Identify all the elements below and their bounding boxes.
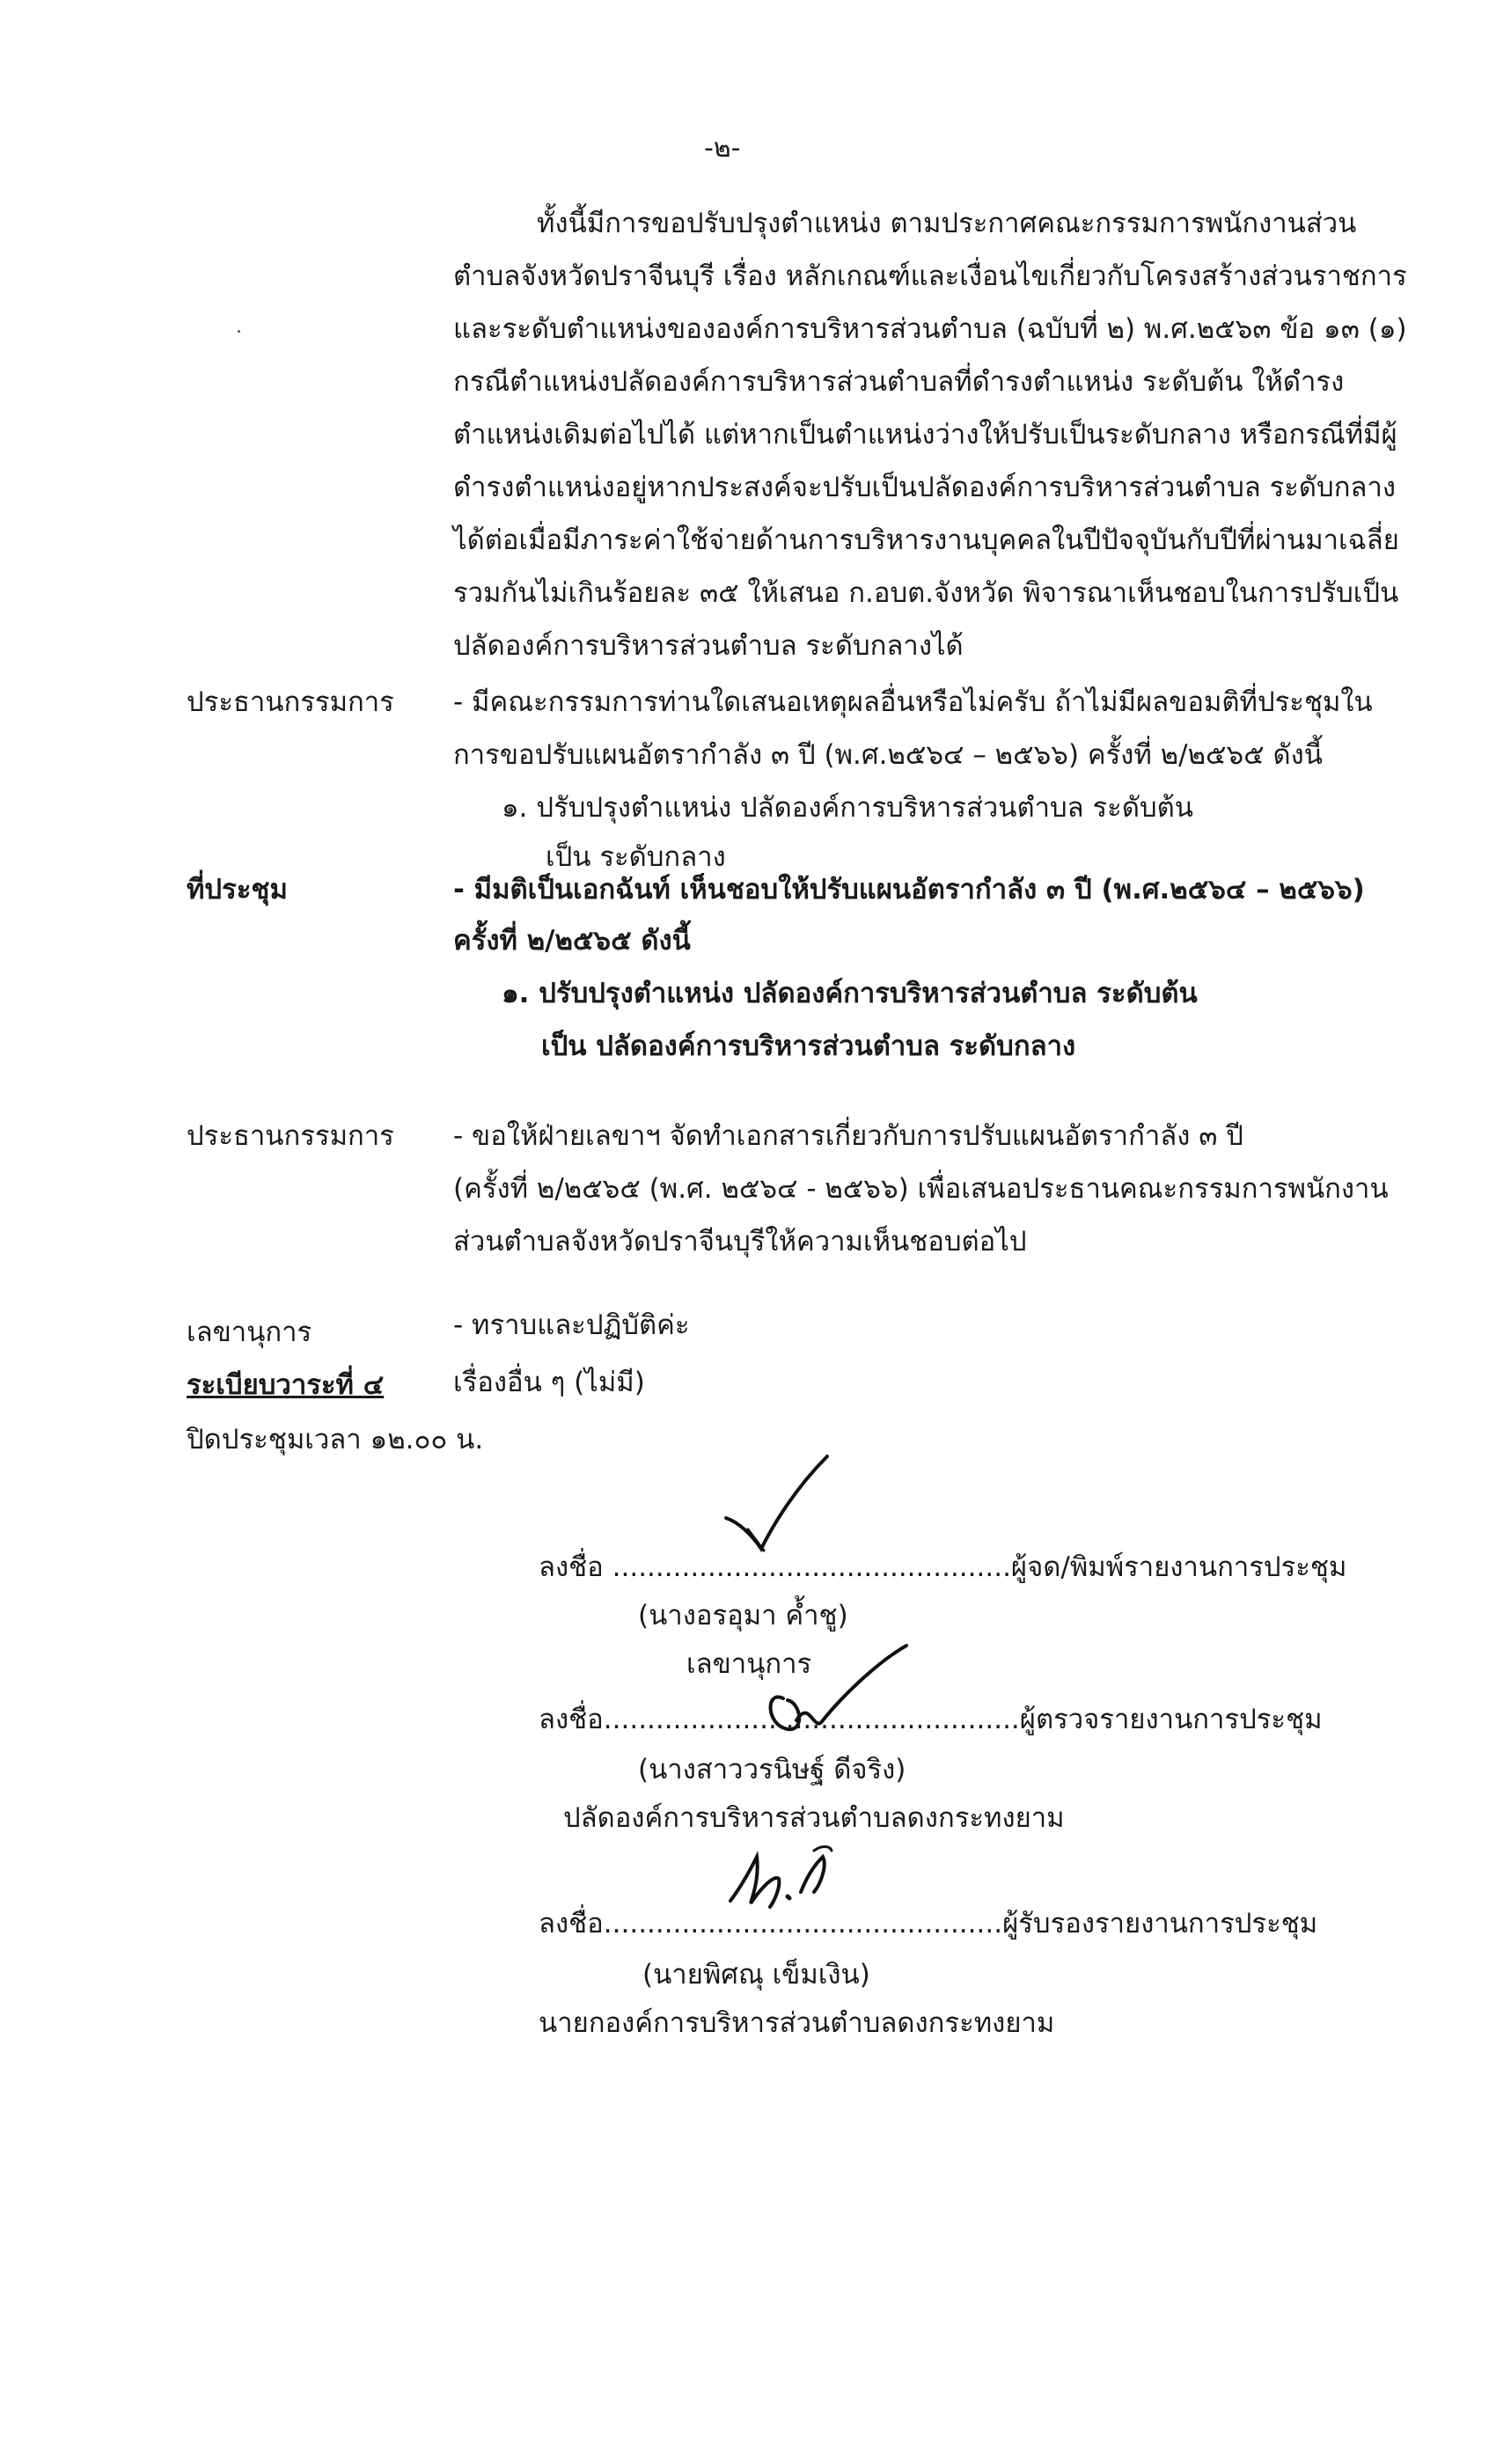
statement-line: การขอปรับแผนอัตรากำลัง ๓ ปี (พ.ศ.๒๕๖๔ – ๒๕๖๖) ครั้งที่ ๒/๒๕๖๕ ดังนี้ <box>453 739 1323 771</box>
signatory-name: (นางอรอุมา ค้ำชู) <box>638 1600 848 1632</box>
signatory-name: (นางสาววรนิษฐ์ ดีจริง) <box>638 1754 906 1786</box>
closing-time: ปิดประชุมเวลา ๑๒.๐๐ น. <box>187 1424 484 1456</box>
intro-line: กรณีตำแหน่งปลัดองค์การบริหารส่วนตำบลที่ดำรงตำแหน่ง ระดับต้น ให้ดำรง <box>453 366 1345 398</box>
signature-line: ลงชื่อ................................................ผู้ตรวจรายงานการประชุม <box>539 1704 1323 1735</box>
resolution-line: ๑. ปรับปรุงตำแหน่ง ปลัดองค์การบริหารส่วนตำบล ระดับต้น <box>502 978 1198 1009</box>
statement-line: - ขอให้ฝ่ายเลขาฯ จัดทำเอกสารเกี่ยวกับการปรับแผนอัตรากำลัง ๓ ปี <box>453 1120 1243 1152</box>
resolution-line: ครั้งที่ ๒/๒๕๖๕ ดังนี้ <box>453 925 691 957</box>
scan-speck <box>238 330 240 333</box>
intro-line: รวมกันไม่เกินร้อยละ ๓๕ ให้เสนอ ก.อบต.จังหวัด พิจารณาเห็นชอบในการปรับเป็น <box>453 577 1399 609</box>
signatory-position: นายกองค์การบริหารส่วนตำบลดงกระทงยาม <box>539 2007 1055 2039</box>
page-number: -๒- <box>704 133 741 164</box>
agenda-text: เรื่องอื่น ๆ (ไม่มี) <box>453 1367 645 1398</box>
speaker-label: เลขานุการ <box>187 1316 312 1348</box>
agenda-label: ระเบียบวาระที่ ๔ <box>187 1369 385 1401</box>
statement-line: - ทราบและปฏิบัติค่ะ <box>453 1309 690 1341</box>
intro-line: และระดับตำแหน่งขององค์การบริหารส่วนตำบล (ฉบับที่ ๒) พ.ศ.๒๕๖๓ ข้อ ๑๓ (๑) <box>453 313 1407 345</box>
resolution-line: - มีมติเป็นเอกฉันท์ เห็นชอบให้ปรับแผนอัตรากำลัง ๓ ปี (พ.ศ.๒๕๖๔ – ๒๕๖๖) <box>453 874 1365 906</box>
speaker-label: ประธานกรรมการ <box>187 1120 394 1152</box>
intro-line: ทั้งนี้มีการขอปรับปรุงตำแหน่ง ตามประกาศคณะกรรมการพนักงานส่วน <box>537 208 1357 239</box>
intro-line: ปลัดองค์การบริหารส่วนตำบล ระดับกลางได้ <box>453 630 964 662</box>
speaker-label: ที่ประชุม <box>187 874 288 906</box>
speaker-label: ประธานกรรมการ <box>187 686 394 718</box>
intro-line: ตำบลจังหวัดปราจีนบุรี เรื่อง หลักเกณฑ์และเงื่อนไขเกี่ยวกับโครงสร้างส่วนราชการ <box>453 260 1407 292</box>
intro-line: ดำรงตำแหน่งอยู่หากประสงค์จะปรับเป็นปลัดองค์การบริหารส่วนตำบล ระดับกลาง <box>453 472 1397 503</box>
signature-line: ลงชื่อ ..............................................ผู้จด/พิมพ์รายงานการประชุม <box>539 1551 1347 1583</box>
statement-line: เป็น ระดับกลาง <box>546 841 726 873</box>
signatory-position: ปลัดองค์การบริหารส่วนตำบลดงกระทงยาม <box>563 1802 1065 1834</box>
signatory-name: (นายพิศณุ เข็มเงิน) <box>642 1959 870 1991</box>
intro-line: ตำแหน่งเดิมต่อไปได้ แต่หากเป็นตำแหน่งว่างให้ปรับเป็นระดับกลาง หรือกรณีที่มีผู้ <box>453 419 1397 451</box>
intro-line: ได้ต่อเมื่อมีภาระค่าใช้จ่ายด้านการบริหารงานบุคคลในปีปัจจุบันกับปีที่ผ่านมาเฉลี่ย <box>453 524 1399 556</box>
signature-line: ลงชื่อ..............................................ผู้รับรองรายงานการประชุม <box>539 1908 1318 1940</box>
statement-line: ส่วนตำบลจังหวัดปราจีนบุรีให้ความเห็นชอบต่อไป <box>453 1226 1027 1258</box>
resolution-line: เป็น ปลัดองค์การบริหารส่วนตำบล ระดับกลาง <box>541 1030 1076 1062</box>
statement-line: ๑. ปรับปรุงตำแหน่ง ปลัดองค์การบริหารส่วนตำบล ระดับต้น <box>502 792 1193 824</box>
statement-line: (ครั้งที่ ๒/๒๕๖๕ (พ.ศ. ๒๕๖๔ - ๒๕๖๖) เพื่อเสนอประธานคณะกรรมการพนักงาน <box>453 1173 1389 1205</box>
statement-line: - มีคณะกรรมการท่านใดเสนอเหตุผลอื่นหรือไม่ครับ ถ้าไม่มีผลขอมติที่ประชุมใน <box>453 686 1373 718</box>
signatory-position: เลขานุการ <box>686 1648 812 1680</box>
